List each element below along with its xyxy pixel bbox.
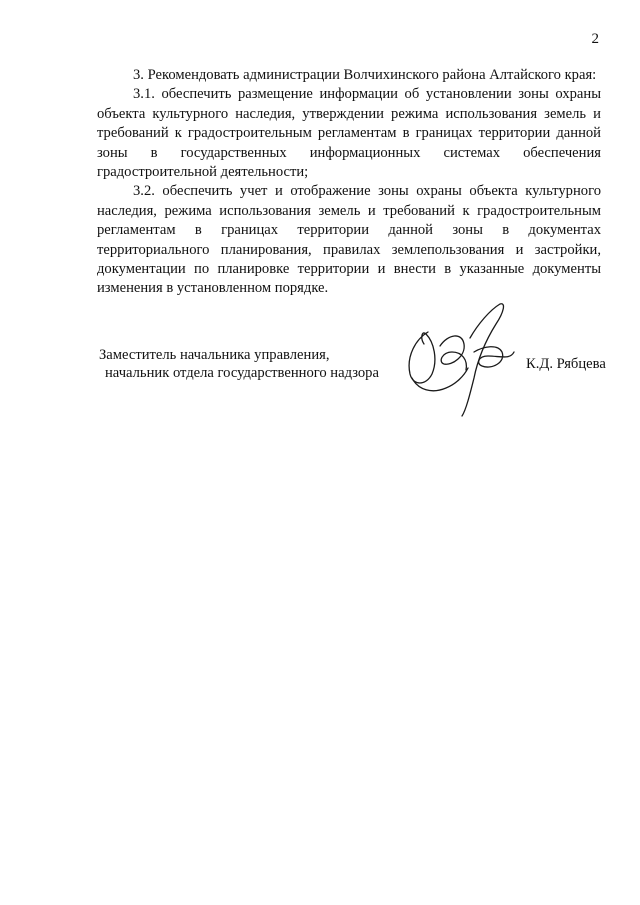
paragraph-item-3-1: 3.1. обеспечить размещение информации об установлении зоны охраны объекта культурного наследия, утверждении режима использования земель и требований к градостроительным регламентам в границах территории данной зоны в государственных информационных системах обеспечения градостроительной деятельности; (97, 86, 601, 181)
page-number: 2 (591, 31, 599, 47)
handwritten-signature-icon (398, 294, 528, 424)
paragraph-item-3-2: 3.2. обеспечить учет и отображение зоны охраны объекта культурного наследия, режима использования земель и требований к градостроительным регламентам в границах территории данной зоны в документах территориального планирования, правилах землепользования и застройки, документации по планировке территории и внести в указанные документы изменения в установленном порядке. (97, 183, 601, 297)
signatory-name: К.Д. Рябцева (526, 356, 606, 372)
signatory-position-line-2: начальник отдела государственного надзора (105, 365, 379, 381)
signatory-position (99, 346, 379, 382)
document-body (97, 66, 601, 299)
paragraph-item-3: 3. Рекомендовать администрации Волчихинского района Алтайского края: (133, 67, 597, 83)
signatory-position-line-1: Заместитель начальника управления, (99, 347, 330, 363)
